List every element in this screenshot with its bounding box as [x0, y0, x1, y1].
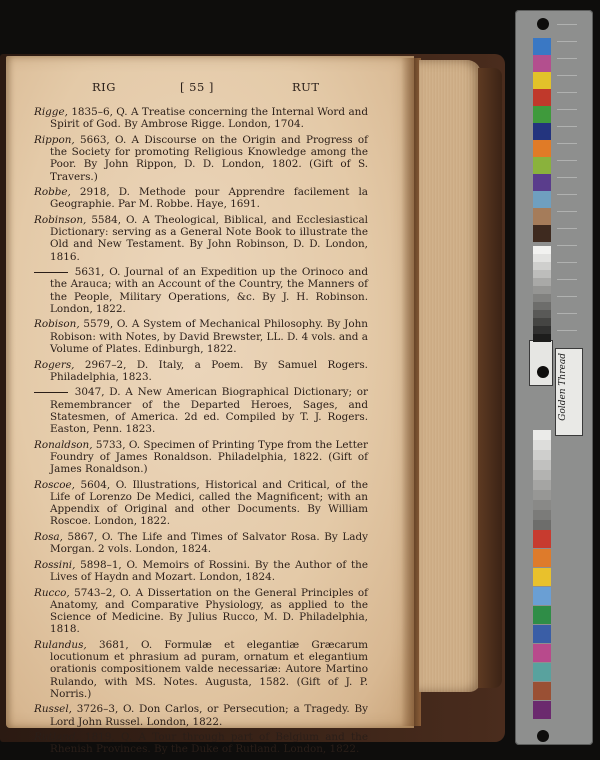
- catalog-entry: [34, 639, 368, 700]
- page-edges: [419, 60, 481, 692]
- catalog-entry: [34, 479, 368, 528]
- catalog-entry: [34, 359, 368, 384]
- gray-swatch: [533, 278, 551, 286]
- catalog-entry: [34, 134, 368, 183]
- color-swatch: [533, 701, 551, 719]
- gray-swatch: [533, 510, 551, 520]
- gray-swatch: [533, 470, 551, 480]
- color-swatch: [533, 225, 551, 242]
- gray-swatch: [533, 500, 551, 510]
- gray-swatch: [533, 318, 551, 326]
- entry-author: Robison,: [34, 318, 80, 331]
- target-hole: [537, 730, 549, 742]
- entry-text: 5743–2, O. A Dissertation on the General Principles of Anatomy, and Comparative Physiology, as applied to the Science of Medicine. By Julius Rucco, M. D. Philadelphia, 1818.: [50, 586, 368, 636]
- ditto-dash: [34, 272, 68, 273]
- entry-author: Robinson,: [34, 213, 87, 226]
- entry-author: Rosa,: [34, 530, 63, 543]
- entry-text: 5579, O. A System of Mechanical Philosophy. By John Robison: with Notes, by David Brewster, LL. D. 4 vols. and a Volume of Plates. Edinburgh, 1822.: [50, 318, 368, 355]
- entry-author: Rutland,: [34, 731, 79, 744]
- catalog-entry: [34, 587, 368, 636]
- color-swatch: [533, 625, 551, 643]
- gray-swatch: [533, 440, 551, 450]
- catalog-entry: [34, 106, 368, 131]
- gray-swatch: [533, 460, 551, 470]
- catalog-entry: [34, 439, 368, 476]
- gray-swatch: [533, 246, 551, 254]
- color-swatch: [533, 682, 551, 700]
- gray-swatch: [533, 490, 551, 500]
- gray-swatch: [533, 294, 551, 302]
- entry-text: 2967–2, D. Italy, a Poem. By Samuel Rogers. Philadelphia, 1823.: [50, 358, 368, 383]
- entry-text: 5631, O. Journal of an Expedition up the Orinoco and the Arauca; with an Account of the Country, the Manners of the People, Military Operations, &c. By J. H. Robinson. London, 1822.: [50, 266, 368, 315]
- gray-swatch: [533, 310, 551, 318]
- gray-swatch: [533, 520, 551, 530]
- entry-author: Rigge,: [34, 106, 68, 118]
- catalog-entries: [34, 106, 368, 759]
- color-swatch: [533, 663, 551, 681]
- catalog-entry: [34, 731, 368, 756]
- catalog-entry: [34, 531, 368, 556]
- color-swatch: [533, 191, 551, 208]
- color-swatch: [533, 174, 551, 191]
- entry-author: Rogers,: [34, 358, 75, 371]
- target-logo-text: Golden Thread: [558, 353, 568, 421]
- target-logo: [555, 348, 583, 436]
- catalog-entry: [34, 186, 368, 211]
- target-marker: [529, 340, 553, 386]
- color-swatch: [533, 549, 551, 567]
- gray-swatch: [533, 480, 551, 490]
- catalog-entry: [34, 318, 368, 355]
- gray-swatch: [533, 302, 551, 310]
- entry-text: 5867, O. The Life and Times of Salvator Rosa. By Lady Morgan. 2 vols. London, 1824.: [50, 530, 368, 556]
- entry-author: Rippon,: [34, 133, 75, 146]
- entry-text: 3681, O. Formulæ et elegantiæ Græcarum locutionum et phrasium ad puram, ornatum et elegantium orationis compositionem valde necessariæ: Autore Martino Rulando, with MS. Notes. Augusta, 1582. (Gift of J. P. Norris.): [50, 638, 368, 700]
- color-swatch: [533, 587, 551, 605]
- color-swatch: [533, 106, 551, 123]
- target-scale: [557, 24, 577, 340]
- color-calibration-target: [515, 10, 593, 745]
- color-swatch: [533, 208, 551, 225]
- color-swatch: [533, 55, 551, 72]
- ditto-dash: [34, 392, 68, 393]
- entry-text: 5898–1, O. Memoirs of Rossini. By the Author of the Lives of Haydn and Mozart. London, 1824.: [50, 558, 368, 584]
- entry-author: Rulandus,: [34, 638, 87, 651]
- color-swatch: [533, 38, 551, 55]
- catalog-entry: [34, 703, 368, 728]
- gray-swatch: [533, 262, 551, 270]
- color-swatch: [533, 123, 551, 140]
- entry-author: Rucco,: [34, 586, 70, 599]
- header-left: RIG: [92, 80, 116, 94]
- entry-text: 1819, Q. A Tour through part of Belgium and the Rhenish Provinces. By the Duke of Rutland. London, 1822.: [50, 731, 368, 756]
- entry-text: 2918, D. Methode pour Apprendre facilement la Geographie. Par M. Robbe. Haye, 1691.: [50, 186, 368, 211]
- catalog-entry: [34, 214, 368, 263]
- entry-text: 5663, O. A Discourse on the Origin and Progress of the Society for promoting Religious Knowledge among the Poor. By John Rippon, D. D. London, 1802. (Gift of S. Travers.): [50, 133, 368, 183]
- gray-swatch: [533, 270, 551, 278]
- color-swatch: [533, 72, 551, 89]
- color-swatch: [533, 140, 551, 157]
- entry-author: Rossini,: [34, 558, 76, 571]
- header-right: RUT: [292, 80, 320, 94]
- gray-swatch: [533, 450, 551, 460]
- book-spine-edge: [478, 68, 502, 688]
- page-number: [ 55 ]: [180, 80, 214, 94]
- entry-text: 1835–6, Q. A Treatise concerning the Internal Word and Spirit of God. By Ambrose Rigge. London, 1704.: [50, 106, 368, 131]
- gray-swatch: [533, 286, 551, 294]
- color-swatch: [533, 89, 551, 106]
- page-gutter: [401, 58, 421, 726]
- catalog-entry: [34, 386, 368, 435]
- target-hole: [537, 366, 549, 378]
- gray-swatch: [533, 326, 551, 334]
- entry-author: Robbe,: [34, 186, 71, 199]
- catalog-entry: [34, 266, 368, 315]
- entry-text: 5733, O. Specimen of Printing Type from the Letter Foundry of James Ronaldson. Philadelphia, 1822. (Gift of James Ronaldson.): [50, 438, 368, 476]
- entry-text: 3726–3, O. Don Carlos, or Persecution; a Tragedy. By Lord John Russel. London, 1822.: [50, 703, 368, 728]
- gray-swatch: [533, 334, 551, 342]
- entry-text: 5604, O. Illustrations, Historical and Critical, of the Life of Lorenzo De Medici, called the Magnificent; with an Appendix of Original and other Documents. By William Roscoe. London, 1822.: [50, 478, 368, 528]
- gray-swatch: [533, 254, 551, 262]
- entry-author: Roscoe,: [34, 478, 75, 491]
- color-swatch: [533, 157, 551, 174]
- color-swatch: [533, 568, 551, 586]
- color-swatch: [533, 644, 551, 662]
- catalog-entry: [34, 559, 368, 584]
- color-swatch: [533, 606, 551, 624]
- color-swatch: [533, 530, 551, 548]
- entry-author: Russel,: [34, 703, 72, 716]
- entry-text: 3047, D. A New American Biographical Dictionary; or Remembrancer of the Departed Heroes, Sages, and Statesmen, of America. 2d ed. Compiled by T. J. Rogers. Easton, Penn. 1823.: [50, 386, 368, 436]
- entry-text: 5584, O. A Theological, Biblical, and Ecclesiastical Dictionary: serving as a General Note Book to illustrate the Old and New Testament. By John Robinson, D. D. London, 1816.: [50, 213, 368, 263]
- target-hole: [537, 18, 549, 30]
- entry-author: Ronaldson,: [34, 438, 93, 451]
- gray-swatch: [533, 430, 551, 440]
